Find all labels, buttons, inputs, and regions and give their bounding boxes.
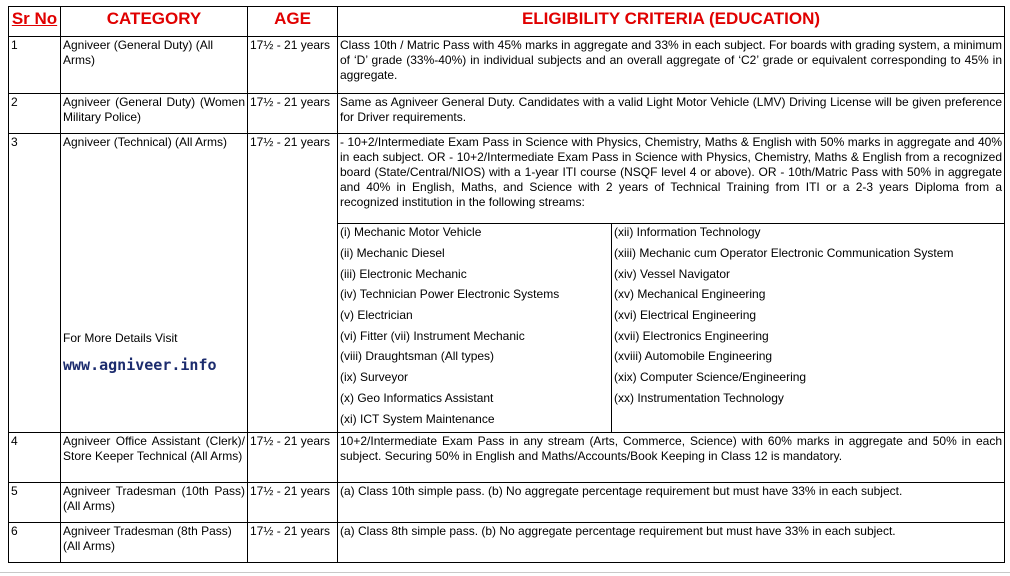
row-6-age: 17½ - 21 years: [248, 523, 338, 563]
row-3-age: 17½ - 21 years: [248, 134, 338, 433]
row-2-criteria: Same as Agniveer General Duty. Candidates with a valid Light Motor Vehicle (LMV) Driving License will be given preference for Driver requirements.: [338, 94, 1005, 134]
stream-item: (ii) Mechanic Diesel: [340, 246, 445, 260]
stream-item: (xv) Mechanical Engineering: [614, 287, 766, 301]
sheet-gridline: [0, 572, 1010, 573]
row-4-sr: 4: [8, 433, 61, 483]
stream-item: (xi) ICT System Maintenance: [340, 412, 495, 426]
streams-left-list: [338, 224, 612, 433]
stream-item: (v) Electrician: [340, 308, 413, 322]
stream-item: (xx) Instrumentation Technology: [614, 391, 784, 405]
header-age: AGE: [248, 6, 338, 37]
more-details-label: For More Details Visit: [63, 331, 178, 345]
stream-item: (xix) Computer Science/Engineering: [614, 370, 807, 384]
row-2-sr: 2: [8, 94, 61, 134]
row-1-sr: 1: [8, 37, 61, 94]
row-6-criteria: (a) Class 8th simple pass. (b) No aggregate percentage requirement but must have 33% in each subject.: [338, 523, 1005, 563]
stream-item: (xviii) Automobile Engineering: [614, 349, 773, 363]
stream-item: (xii) Information Technology: [614, 225, 761, 239]
streams-right-list: [612, 224, 1005, 433]
stream-item: (xiv) Vessel Navigator: [614, 267, 731, 281]
stream-item: (xvi) Electrical Engineering: [614, 308, 757, 322]
row-5-category: Agniveer Tradesman (10th Pass) (All Arms): [61, 483, 248, 523]
row-3-category-cell: [61, 134, 248, 433]
row-4-criteria: 10+2/Intermediate Exam Pass in any stream (Arts, Commerce, Science) with 60% marks in aggregate and 50% in each subject. Securing 50% in English and Maths/Accounts/Book Keeping in Class 12 is mandatory.: [338, 433, 1005, 483]
stream-item: (xiii) Mechanic cum Operator Electronic Communication System: [614, 246, 954, 260]
row-2-age: 17½ - 21 years: [248, 94, 338, 134]
row-3-criteria: - 10+2/Intermediate Exam Pass in Science with Physics, Chemistry, Maths & English with 50% marks in aggregate and 40% in each subject. OR - 10+2/Intermediate Exam Pass in Science with Physics, Chemistry, Maths & English from a recognized board (State/Central/NIOS) with a 1-year ITI course (NSQF level 4 or above). OR - 10th/Matric Pass with 50% in aggregate and 40% in English, Maths, and Science with 2 years of Technical Training from ITI or a 2-3 years Diploma from a recognized institution in the following streams:: [338, 134, 1005, 224]
row-1-criteria: Class 10th / Matric Pass with 45% marks in aggregate and 33% in each subject. For boards with grading system, a minimum of ‘D’ grade (33%-40%) in individual subjects and an overall aggregate of ‘C2’ grade or equivalent corresponding to 45% in aggregate.: [338, 37, 1005, 94]
row-5-age: 17½ - 21 years: [248, 483, 338, 523]
row-2-category: Agniveer (General Duty) (Women Military Police): [61, 94, 248, 134]
stream-item: (x) Geo Informatics Assistant: [340, 391, 494, 405]
row-3-category: Agniveer (Technical) (All Arms): [63, 135, 228, 149]
row-5-sr: 5: [8, 483, 61, 523]
stream-item: (i) Mechanic Motor Vehicle: [340, 225, 482, 239]
row-4-category: Agniveer Office Assistant (Clerk)/ Store Keeper Technical (All Arms): [61, 433, 248, 483]
website-link[interactable]: www.agniveer.info: [63, 356, 217, 374]
row-6-sr: 6: [8, 523, 61, 563]
stream-item: (iii) Electronic Mechanic: [340, 267, 467, 281]
stream-item: (ix) Surveyor: [340, 370, 409, 384]
stream-item: (viii) Draughtsman (All types): [340, 349, 495, 363]
header-eligibility-criteria: ELIGIBILITY CRITERIA (EDUCATION): [338, 6, 1005, 37]
stream-item: (iv) Technician Power Electronic Systems: [340, 287, 560, 301]
header-sr-no: Sr No: [8, 6, 61, 37]
row-1-category: Agniveer (General Duty) (All Arms): [61, 37, 248, 94]
stream-item: (vi) Fitter (vii) Instrument Mechanic: [340, 329, 525, 343]
row-5-criteria: (a) Class 10th simple pass. (b) No aggregate percentage requirement but must have 33% in each subject.: [338, 483, 1005, 523]
row-4-age: 17½ - 21 years: [248, 433, 338, 483]
row-1-age: 17½ - 21 years: [248, 37, 338, 94]
header-category: CATEGORY: [61, 6, 248, 37]
stream-item: (xvii) Electronics Engineering: [614, 329, 769, 343]
row-3-sr: 3: [8, 134, 61, 433]
row-6-category: Agniveer Tradesman (8th Pass) (All Arms): [61, 523, 248, 563]
